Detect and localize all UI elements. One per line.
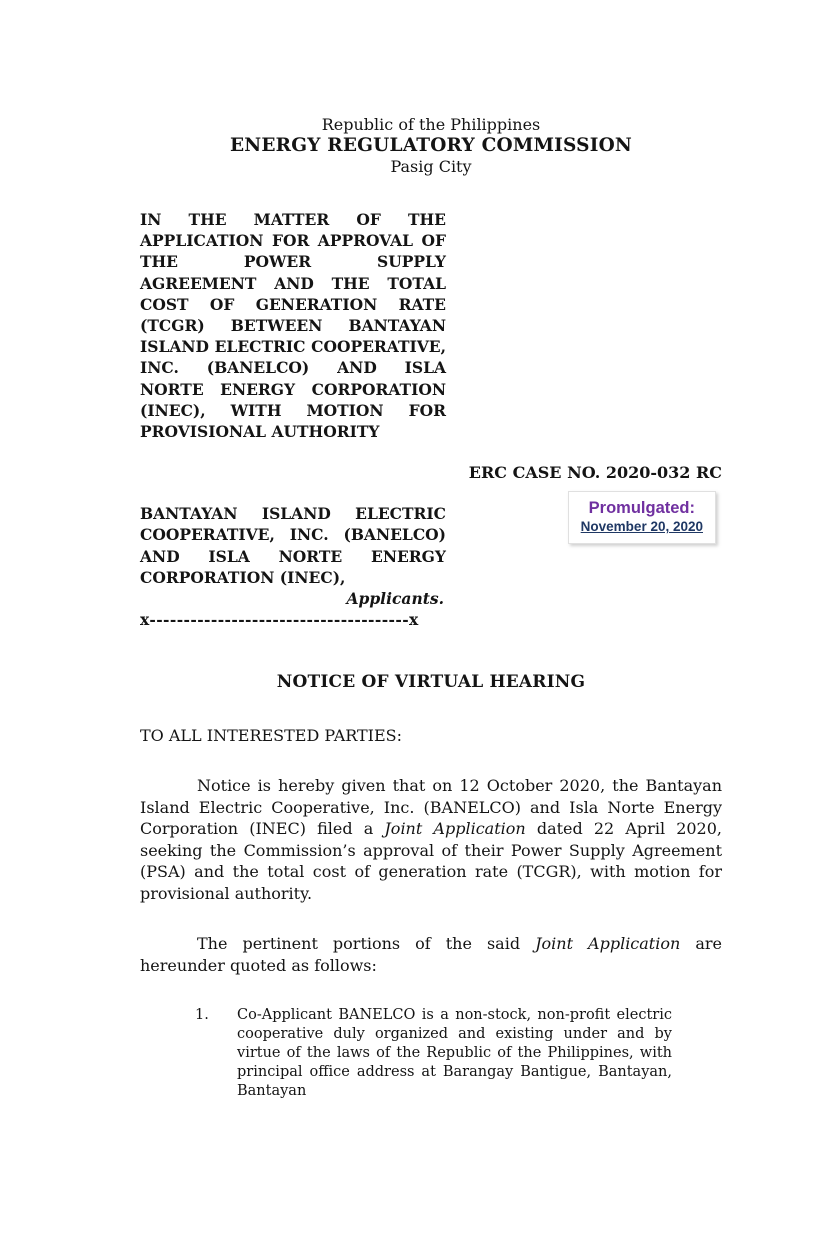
paragraph-2 bbox=[140, 933, 722, 976]
case-caption-matter: IN THE MATTER OF THE APPLICATION FOR APPROVAL OF THE POWER SUPPLY AGREEMENT AND THE TOTAL COST OF GENERATION RATE (TCGR) BETWEEN BANTAYAN ISLAND ELECTRIC COOPERATIVE, INC. (BANELCO) AND ISLA NORTE ENERGY CORPORATION (INEC), WITH MOTION FOR PROVISIONAL AUTHORITY bbox=[140, 210, 446, 442]
caption-separator-line: x--------------------------------------x bbox=[140, 610, 419, 630]
promulgated-label: Promulgated: bbox=[588, 499, 695, 518]
header-republic: Republic of the Philippines bbox=[321, 115, 541, 134]
applicants-designation: Applicants. bbox=[346, 589, 444, 609]
caption-parties: BANTAYAN ISLAND ELECTRIC COOPERATIVE, INC. (BANELCO) AND ISLA NORTE ENERGY CORPORATION (INEC), bbox=[140, 504, 446, 587]
document-page bbox=[140, 114, 722, 1101]
paragraph-2-text-after: are hereunder quoted as follows: bbox=[140, 934, 722, 975]
promulgated-date: November 20, 2020 bbox=[580, 519, 703, 535]
promulgated-stamp-box bbox=[568, 491, 716, 544]
quoted-item-1 bbox=[195, 1006, 672, 1101]
promulgated-column bbox=[446, 491, 722, 630]
document-header bbox=[140, 114, 722, 177]
caption-bottom-row bbox=[140, 491, 722, 630]
caption-parties-column bbox=[140, 491, 446, 630]
quoted-item-1-text: Co-Applicant BANELCO is a non-stock, non-profit electric cooperative duly organized and existing under and by virtue of the laws of the Republic of the Philippines, with principal office address at Barangay Bantigue, Bantayan, Bantayan bbox=[237, 1007, 672, 1100]
quoted-item-1-number: 1. bbox=[195, 1007, 209, 1024]
salutation: TO ALL INTERESTED PARTIES: bbox=[140, 726, 403, 746]
paragraph-1-text-after: dated 22 April 2020, seeking the Commission’s approval of their Power Supply Agreement (PSA) and the total cost of generation rate (TCGR), with motion for provisional authority. bbox=[140, 819, 722, 903]
header-commission: ENERGY REGULATORY COMMISSION bbox=[229, 135, 633, 156]
paragraph-1-text-before: Notice is hereby given that on 12 October 2020, the Bantayan Island Electric Cooperative, Inc. (BANELCO) and Isla Norte Energy Corporation (INEC) filed a bbox=[140, 776, 722, 839]
paragraph-2-italic-phrase: Joint Application bbox=[535, 934, 681, 954]
notice-title: NOTICE OF VIRTUAL HEARING bbox=[276, 672, 586, 693]
paragraph-1 bbox=[140, 775, 722, 904]
paragraph-2-text-before: The pertinent portions of the said bbox=[197, 934, 536, 954]
header-city: Pasig City bbox=[390, 157, 472, 176]
paragraph-1-italic-phrase: Joint Application bbox=[384, 819, 526, 839]
case-number: ERC CASE NO. 2020-032 RC bbox=[468, 463, 722, 483]
